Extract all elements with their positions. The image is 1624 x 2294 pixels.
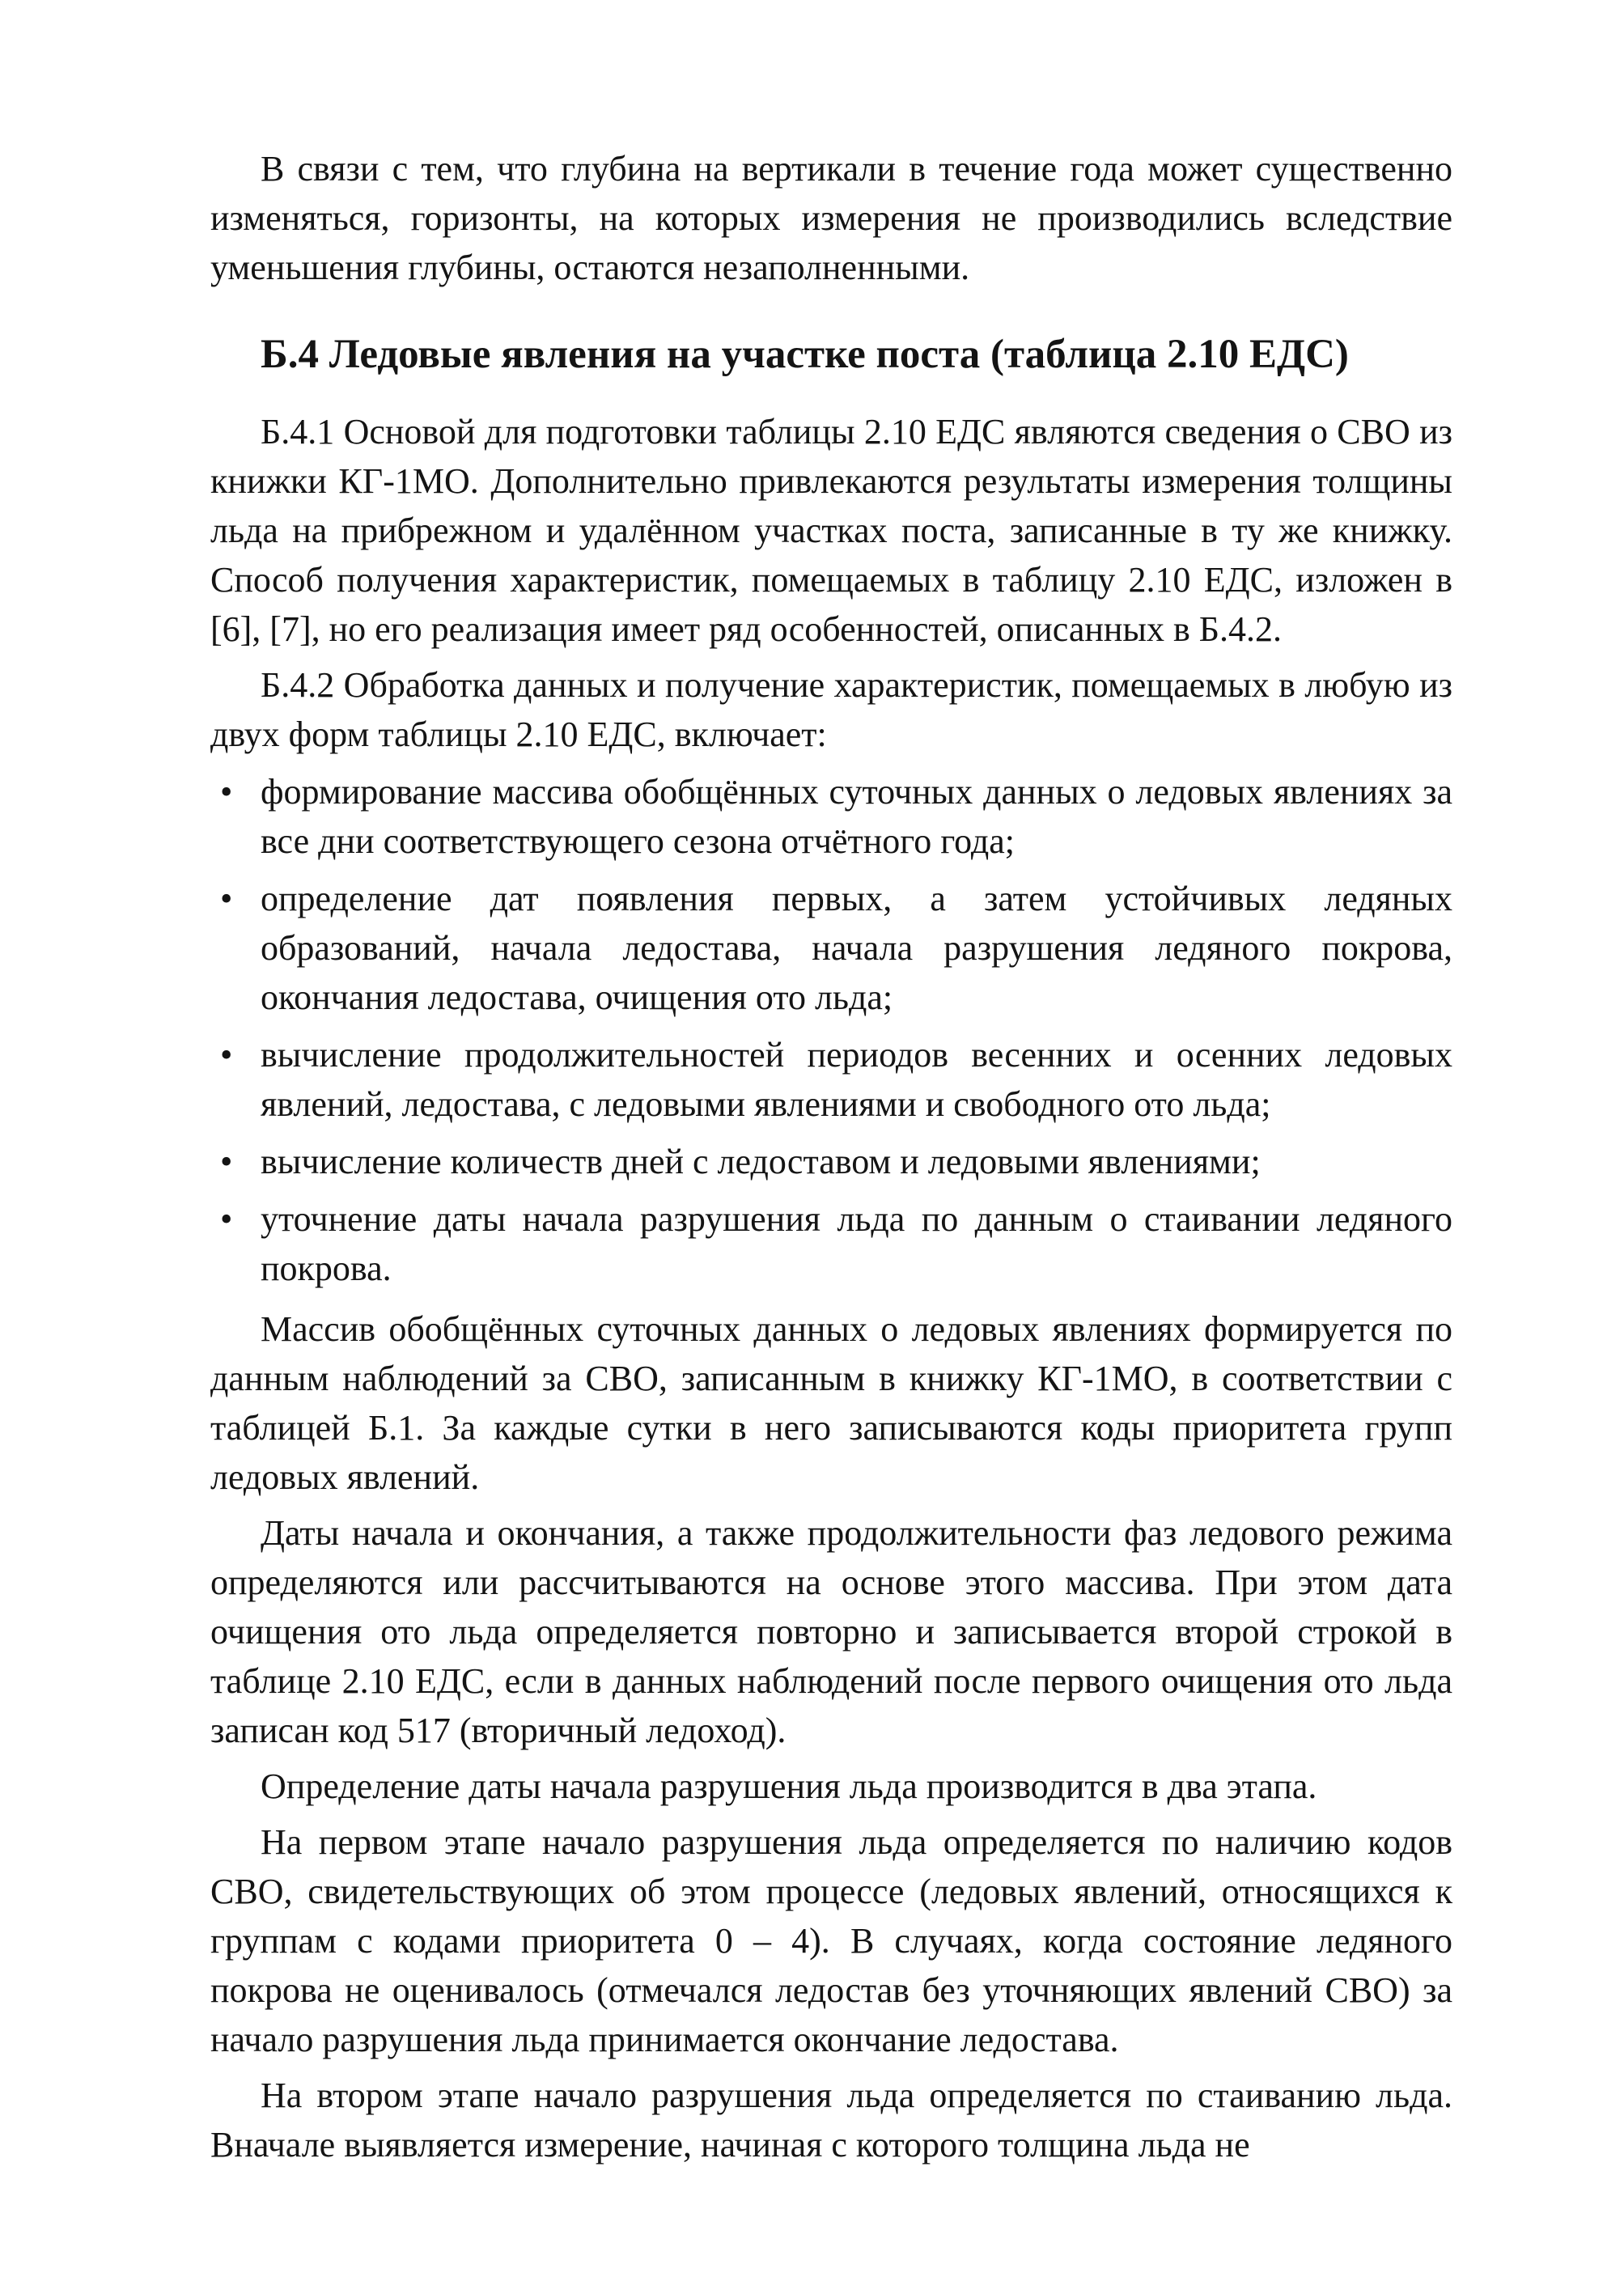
list-item	[210, 1137, 1452, 1186]
list-item	[210, 874, 1452, 1022]
paragraph-b41: Б.4.1 Основой для подготовки таблицы 2.10 ЕДС являются сведения о СВО из книжки КГ-1МО. Дополнительно привлекаются результаты измерения толщины льда на прибрежном и удалённом участках поста, записанные в ту же книжку. Способ получения характеристик, помещаемых в таблицу 2.10 ЕДС, изложен в [6], [7], но его реализация имеет ряд особенностей, описанных в Б.4.2.	[210, 412, 1452, 649]
bullet-icon: •	[220, 772, 233, 812]
list-item-text: формирование массива обобщённых суточных данных о ледовых явлениях за все дни соответствующего сезона отчётного года;	[261, 772, 1452, 861]
paragraph-first-stage: На первом этапе начало разрушения льда определяется по наличию кодов СВО, свидетельствующих об этом процессе (ледовых явлений, относящихся к группам с кодами приоритета 0 – 4). В случаях, когда состояние ледяного покрова не оценивалось (отмечался ледостав без уточняющих явлений СВО) за начало разрушения льда принимается окончание ледостава.	[210, 1822, 1452, 2059]
paragraph-depth-note: В связи с тем, что глубина на вертикали в течение года может существенно изменяться, горизонты, на которых измерения не производились вследствие уменьшения глубины, остаются незаполненными.	[210, 149, 1452, 287]
paragraph-b42: Б.4.2 Обработка данных и получение характеристик, помещаемых в любую из двух форм таблицы 2.10 ЕДС, включает:	[210, 665, 1452, 754]
bullet-icon: •	[220, 879, 233, 918]
list-item-text: вычисление количеств дней с ледоставом и ледовыми явлениями;	[261, 1142, 1261, 1181]
list-item	[210, 1030, 1452, 1129]
list-item	[210, 767, 1452, 866]
bullet-icon: •	[220, 1142, 233, 1181]
paragraph-second-stage: На втором этапе начало разрушения льда определяется по стаиванию льда. Вначале выявляется измерение, начиная с которого толщина льда не	[210, 2076, 1452, 2165]
paragraph-two-stages: Определение даты начала разрушения льда производится в два этапа.	[261, 1766, 1317, 1806]
list-item-text: определение дат появления первых, а затем устойчивых ледяных образований, начала ледостава, начала разрушения ледяного покрова, окончания ледостава, очищения ото льда;	[261, 879, 1452, 1017]
paragraph-daily-array: Массив обобщённых суточных данных о ледовых явлениях формируется по данным наблюдений за СВО, записанным в книжку КГ-1МО, в соответствии с таблицей Б.1. За каждые сутки в него записываются коды приоритета групп ледовых явлений.	[210, 1309, 1452, 1497]
list-item-text: вычисление продолжительностей периодов весенних и осенних ледовых явлений, ледостава, с ледовыми явлениями и свободного ото льда;	[261, 1035, 1452, 1124]
list-item	[210, 1194, 1452, 1293]
section-heading: Б.4 Ледовые явления на участке поста (таблица 2.10 ЕДС)	[261, 332, 1349, 377]
bullet-icon: •	[220, 1035, 233, 1075]
processing-steps-list	[210, 767, 1452, 1293]
paragraph-phase-dates: Даты начала и окончания, а также продолжительности фаз ледового режима определяются или рассчитываются на основе этого массива. При этом дата очищения ото льда определяется повторно и записывается второй строкой в таблице 2.10 ЕДС, если в данных наблюдений после первого очищения ото льда записан код 517 (вторичный ледоход).	[210, 1513, 1452, 1750]
bullet-icon: •	[220, 1199, 233, 1239]
list-item-text: уточнение даты начала разрушения льда по данным о стаивании ледяного покрова.	[261, 1199, 1452, 1288]
